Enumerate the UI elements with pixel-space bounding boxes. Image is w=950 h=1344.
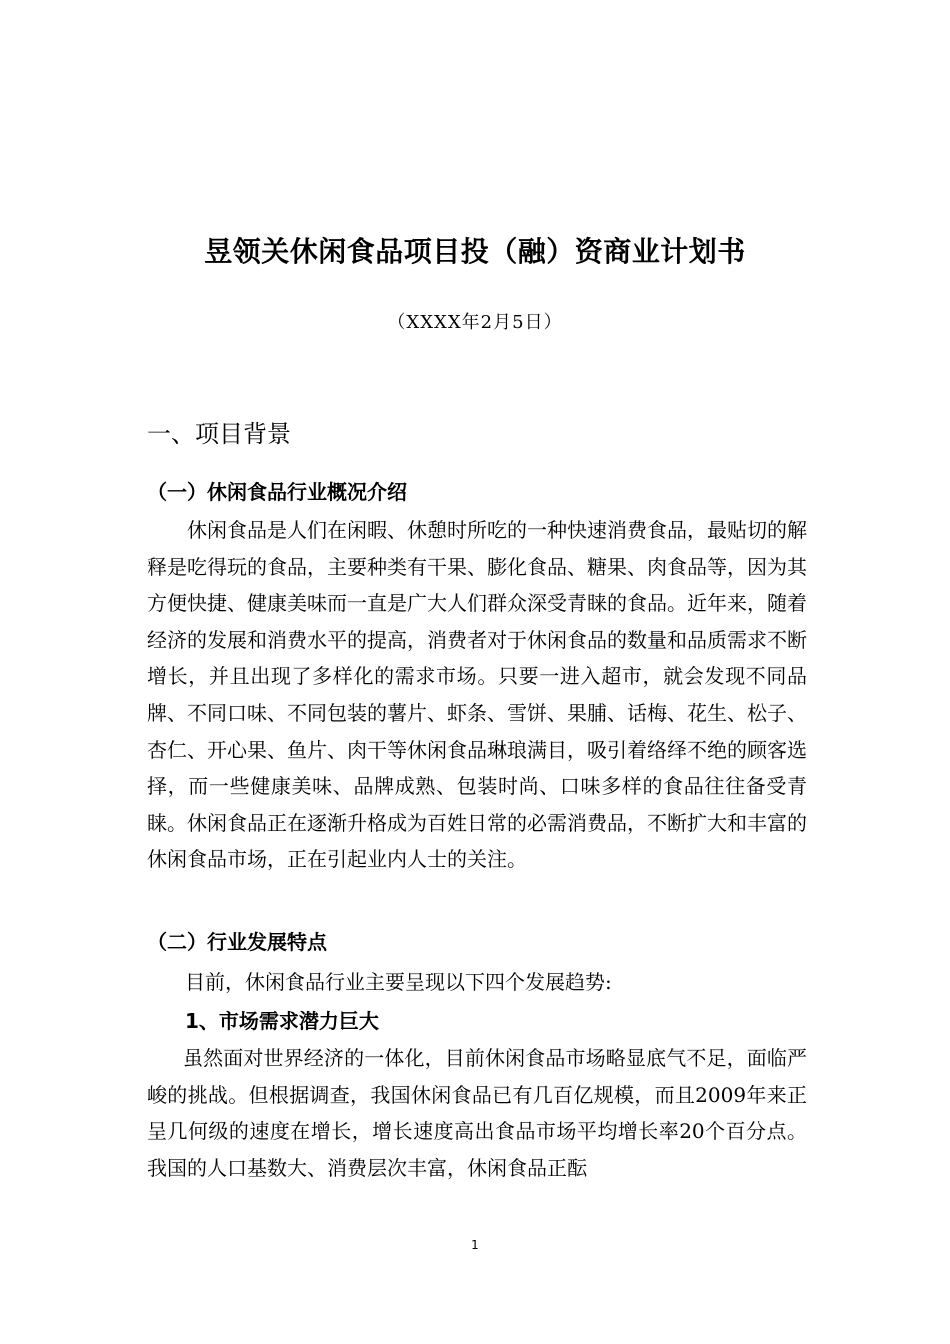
paragraph-market-demand: 虽然面对世界经济的一体化，目前休闲食品市场略显底气不足，面临严峻的挑战。但根据调查，我国休闲食品已有几百亿规模，而且2009年来正呈几何级的速度在增长，增长速度高出食品市场平均增长率20个百分点。我国的人口基数大、消费层次丰富，休闲食品正酝 (147, 1046, 807, 1180)
subsection-heading-industry-overview: （一）休闲食品行业概况介绍 (147, 480, 407, 504)
page-number: 1 (471, 1238, 479, 1252)
section-heading-project-background: 一、项目背景 (147, 420, 291, 448)
point-heading-market-demand: 1、市场需求潜力巨大 (185, 1009, 379, 1033)
subsection-heading-industry-features: （二）行业发展特点 (147, 930, 327, 954)
document-title: 昱领关休闲食品项目投（融）资商业计划书 (204, 235, 746, 268)
paragraph-industry-overview: 休闲食品是人们在闲暇、休憩时所吃的一种快速消费食品，最贴切的解释是吃得玩的食品，主要种类有干果、膨化食品、糖果、肉食品等，因为其方便快捷、健康美味而一直是广大人们群众深受青睐的食品。近年来，随着经济的发展和消费水平的提高，消费者对于休闲食品的数量和品质需求不断增长，并且出现了多样化的需求市场。只要一进入超市，就会发现不同品牌、不同口味、不同包装的薯片、虾条、雪饼、果脯、话梅、花生、松子、杏仁、开心果、鱼片、肉干等休闲食品琳琅满目，吸引着络绎不绝的顾客选择，而一些健康美味、品牌成熟、包装时尚、口味多样的食品往往备受青睐。休闲食品正在逐渐升格成为百姓日常的必需消费品，不断扩大和丰富的休闲食品市场，正在引起业内人士的关注。 (147, 518, 807, 872)
paragraph-trends-lead: 目前，休闲食品行业主要呈现以下四个发展趋势: (185, 970, 612, 994)
document-date: （XXXX年2月5日） (387, 312, 563, 333)
